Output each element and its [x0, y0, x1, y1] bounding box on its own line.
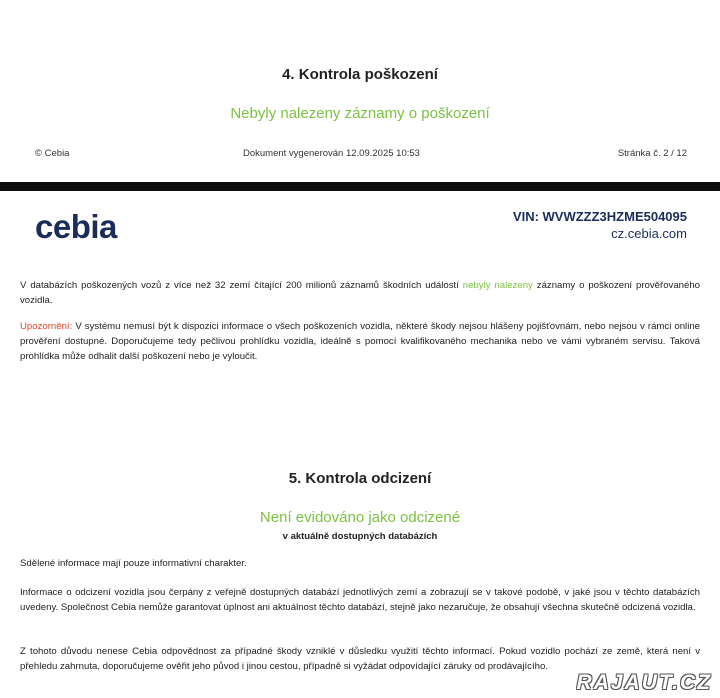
- website-link[interactable]: cz.cebia.com: [611, 226, 687, 241]
- not-found-highlight: nebyly nalezeny: [462, 280, 533, 291]
- damage-section-title: 4. Kontrola poškození: [282, 66, 438, 83]
- info-paragraph: Sdělené informace mají pouze informativní charakter.: [20, 558, 247, 569]
- warning-paragraph: [20, 319, 700, 364]
- footer-page-number: Stránka č. 2 / 12: [617, 148, 687, 159]
- footer-copyright: © Cebia: [35, 148, 70, 159]
- damage-database-paragraph: [20, 278, 700, 308]
- footer-generated: Dokument vygenerován 12.09.2025 10:53: [243, 148, 420, 159]
- sources-paragraph: Informace o odcizení vozidla jsou čerpány z veřejně dostupných databází jednotlivých zemí a zobrazují se v takové podobě, v jaké jsou v těchto databázích uvedeny. Společnost Cebia nemůže garantovat úplnost ani aktuálnost těchto databází, stejně jako nezaručuje, že obsahují všechna skutečně odcizená vozidla.: [20, 587, 700, 613]
- report-page: [0, 191, 720, 698]
- cebia-logo: cebia: [35, 208, 117, 245]
- page-divider: [0, 182, 720, 191]
- para1-text-end: záznamy o poškození prověřovaného vozidla.: [20, 280, 701, 306]
- report-page-top: [0, 0, 720, 180]
- theft-subtitle: v aktuálně dostupných databázích: [282, 531, 438, 542]
- watermark: RAJAUT.CZ: [576, 671, 712, 694]
- liability-paragraph: Z tohoto důvodu nenese Cebia odpovědnost za případné škody vzniklé v důsledku využití těchto informací. Pokud vozidlo pochází ze země, která není v přehledu zahrnuta, doporučujeme ověřit jeho původ i jinou cestou, případně si vyžádat odpovídající záruky od prodávajícího.: [20, 646, 700, 672]
- para1-text: V databázích poškozených vozů z více než 32 zemí čítající 200 milionů záznamů škodních událostí: [20, 280, 463, 291]
- theft-section-title: 5. Kontrola odcizení: [288, 470, 432, 487]
- damage-result: Nebyly nalezeny záznamy o poškození: [230, 105, 490, 122]
- warning-text: V systému nemusí být k dispozici informace o všech poškozeních vozidla, některé škody nejsou hlášeny pojišťovnám, nebo nejsou v rámci online prověření dostupné. Doporučujeme tedy pečlivou prohlídku vozidla, ideálně s pomocí kvalifikovaného mechanika nebo ve vámi vybraném servisu. Taková prohlídka může odhalit další poškození nebo je vyloučit.: [20, 321, 700, 362]
- theft-result: Není evidováno jako odcizené: [259, 509, 461, 526]
- warning-label: Upozornění:: [20, 321, 73, 332]
- vin-label: VIN: WVWZZZ3HZME504095: [512, 209, 687, 224]
